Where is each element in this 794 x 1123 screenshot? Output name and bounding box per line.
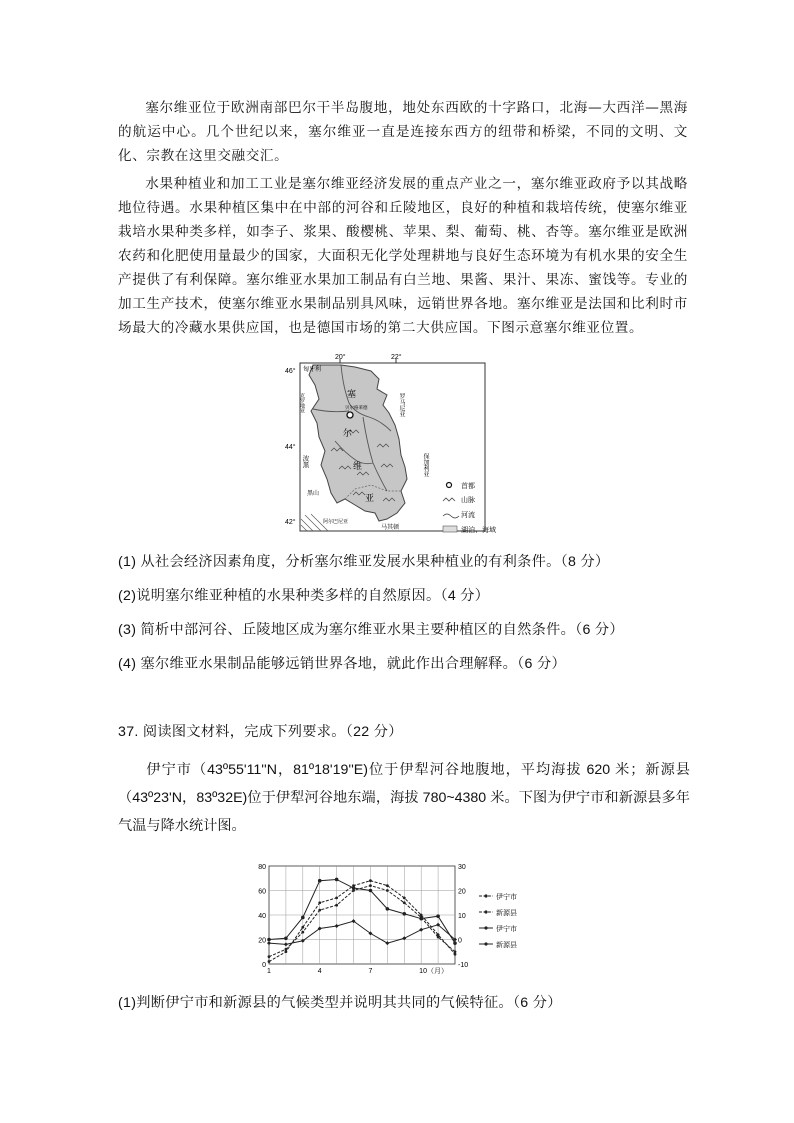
y-left-tick-label: 0	[262, 962, 266, 969]
data-point	[454, 950, 457, 953]
lon-label-20: 20°	[335, 354, 346, 361]
data-point	[267, 941, 271, 945]
data-point	[268, 960, 271, 963]
data-point	[301, 926, 304, 929]
data-point	[301, 931, 304, 934]
lat-label-42: 42°	[285, 519, 296, 526]
legend-lake: 湖泊、海域	[461, 527, 496, 534]
question-4: (4) 塞尔维亚水果制品能够远销世界各地，就此作出合理解释。（6 分）	[118, 656, 566, 672]
country-char-4: 亚	[365, 493, 375, 503]
capital-label: 贝尔格莱德	[345, 405, 368, 410]
data-point	[437, 936, 440, 939]
legend-label-3: 新源县	[496, 942, 517, 949]
data-point	[318, 909, 321, 912]
data-point	[419, 917, 423, 921]
q37-passage: 伊宁市（43º55'11''N，81º18'19''E)位于伊犁河谷地腹地，平均海拔 620 米；新源县（43º23'N，83º32E)位于伊犁河谷地东端，海拔 780~4380 米。下图为伊宁市和新源县多年气温与降水统计图。	[118, 762, 690, 834]
passage-serbia-location: 塞尔维亚位于欧洲南部巴尔干半岛腹地，地处东西欧的十字路口，北海—大西洋—黑海的航运中心。几个世纪以来，塞尔维亚一直是连接东西方的纽带和桥梁，不同的文明、文化、宗教在这里交融交汇。	[118, 100, 688, 164]
legend-capital-icon	[447, 483, 452, 488]
q37-title: 37. 阅读图文材料，完成下列要求。（22 分）	[118, 724, 403, 740]
data-point	[284, 936, 288, 940]
data-point	[285, 948, 288, 951]
question-2: (2)说明塞尔维亚种植的水果种类多样的自然原因。（4 分）	[118, 588, 490, 604]
legend-label-1: 新源县	[496, 910, 517, 917]
data-point	[454, 953, 457, 956]
y-right-tick-label: 30	[458, 864, 466, 871]
series-line-3	[269, 879, 455, 943]
data-point	[419, 928, 423, 932]
data-point	[436, 914, 440, 918]
lat-label-44: 44°	[285, 444, 296, 451]
country-char-2: 尔	[343, 428, 353, 438]
climate-chart-svg	[253, 858, 553, 976]
legend-label-2: 伊宁市	[496, 926, 517, 933]
x-tick-label: 1	[267, 968, 271, 975]
y-right-tick-label: 0	[458, 937, 462, 945]
climate-chart	[253, 858, 553, 976]
neighbor-macedonia: 马其顿	[381, 525, 400, 531]
data-point	[385, 941, 389, 945]
neighbor-bulgaria: 保加利亚	[422, 453, 428, 477]
country-char-1: 塞	[347, 389, 357, 399]
data-point	[386, 907, 390, 911]
data-point	[403, 901, 406, 904]
serbia-location-map	[283, 351, 509, 538]
legend-mountain: 山脉	[461, 497, 475, 504]
x-tick-label: 10（月）	[419, 968, 448, 975]
legend-capital: 首都	[461, 483, 475, 490]
legend-label-0: 伊宁市	[496, 894, 517, 901]
q37-subquestion-1: (1)判断伊宁市和新源县的气候类型并说明其共同的气候特征。（6 分）	[118, 995, 562, 1011]
y-left-tick-label: 20	[258, 937, 266, 945]
data-point	[386, 884, 389, 887]
question-1: (1) 从社会经济因素角度，分析塞尔维亚发展水果种植业的有利条件。（8 分）	[118, 554, 610, 570]
data-point	[318, 901, 321, 904]
data-point	[369, 879, 372, 882]
data-point	[335, 904, 338, 907]
data-point	[369, 884, 372, 887]
data-point	[318, 879, 322, 883]
country-char-3: 维	[353, 461, 363, 471]
data-point	[403, 896, 406, 899]
y-right-tick-label: 10	[458, 913, 466, 920]
y-right-tick-label: -10	[458, 962, 469, 969]
data-point	[285, 950, 288, 953]
x-tick-label: 7	[368, 968, 373, 975]
series-line-0	[269, 881, 455, 962]
neighbor-albania: 阿尔巴尼亚	[323, 519, 349, 525]
passage-fruit-industry: 水果种植业和加工工业是塞尔维亚经济发展的重点产业之一，塞尔维亚政府予以其战略地位待遇。水果种植区集中在中部的河谷和丘陵地区，良好的种植和栽培传统，使塞尔维亚栽培水果种类多样，如李子、浆果、酸樱桃、苹果、梨、葡萄、桃、杏等。塞尔维亚是欧洲农药和化肥使用量最少的国家，大面积无化学处理耕地与良好生态环境为有机水果的安全生产提供了有利保障。塞尔维亚水果加工制品有白兰地、果酱、果汁、果冻、蜜饯等。专业的加工生产技术，使塞尔维亚水果制品别具风味，远销世界各地。塞尔维亚是法国和比利时市场最大的冷藏水果供应国，也是德国市场的第二大供应国。下图示意塞尔维亚位置。	[118, 176, 688, 336]
legend-marker-2	[484, 926, 487, 929]
y-left-tick-label: 40	[258, 913, 266, 920]
data-point	[335, 896, 338, 899]
neighbor-croatia: 克罗地亚	[299, 393, 305, 413]
series-line-1	[269, 886, 455, 957]
legend-lake-icon	[443, 526, 457, 532]
y-left-tick-label: 80	[258, 864, 266, 871]
map-svg	[283, 351, 509, 538]
capital-marker-icon	[347, 412, 353, 418]
legend-marker-1	[484, 910, 487, 913]
data-point	[268, 955, 271, 958]
data-point	[301, 916, 305, 920]
legend-river: 河流	[461, 512, 475, 519]
data-point	[369, 889, 373, 893]
legend-marker-0	[484, 894, 487, 897]
neighbor-bosnia: 波黑	[301, 455, 309, 468]
neighbor-montenegro: 黑山	[307, 491, 320, 497]
legend-marker-3	[484, 942, 487, 945]
y-right-tick-label: 20	[458, 888, 466, 896]
y-left-tick-label: 60	[258, 888, 266, 896]
question-3: (3) 简析中部河谷、丘陵地区成为塞尔维亚水果主要种植区的自然条件。（6 分）	[118, 622, 624, 638]
data-point	[335, 924, 339, 928]
neighbor-hungary: 匈牙利	[303, 367, 322, 373]
data-point	[267, 938, 271, 942]
data-point	[335, 878, 339, 882]
lon-label-22: 22°	[391, 354, 402, 361]
data-point	[402, 912, 406, 916]
data-point	[284, 942, 288, 946]
data-point	[386, 889, 389, 892]
data-point	[453, 941, 457, 945]
x-tick-label: 4	[317, 968, 322, 975]
neighbor-romania: 罗马尼亚	[398, 393, 404, 417]
data-point	[352, 886, 356, 890]
lat-label-46: 46°	[285, 368, 296, 375]
